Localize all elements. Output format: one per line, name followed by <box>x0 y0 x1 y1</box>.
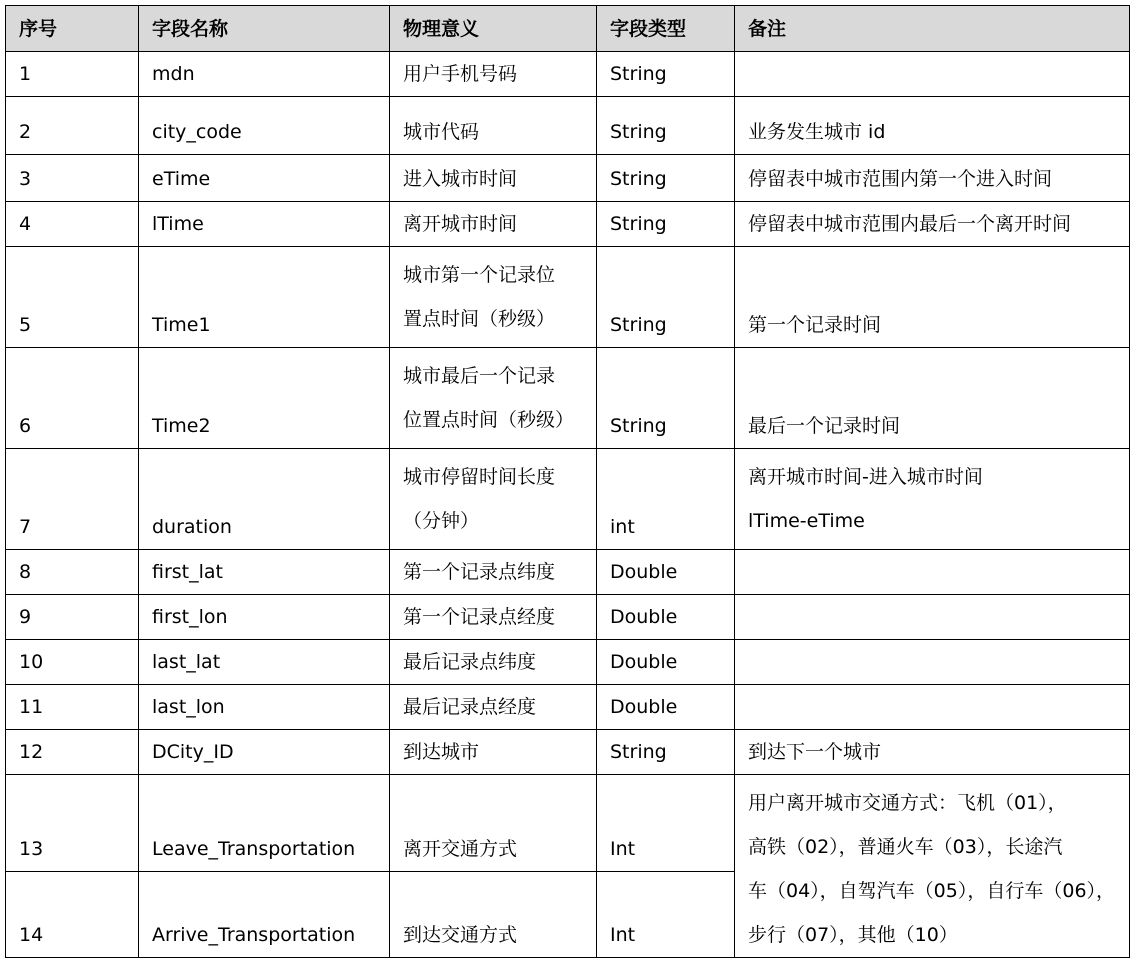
cell-type: String <box>597 730 735 775</box>
cell-meaning-line: 到达城市 <box>403 741 480 763</box>
cell-meaning-line: 最后记录点纬度 <box>403 651 537 673</box>
cell-meaning <box>390 155 597 202</box>
cell-meaning-line: （分钟） <box>403 510 480 532</box>
cell-meaning <box>390 97 597 155</box>
cell-note <box>735 449 1130 550</box>
cell-note <box>735 550 1130 595</box>
cell-meaning-line: 城市代码 <box>403 121 480 143</box>
cell-type: Double <box>597 550 735 595</box>
cell-meaning-line: 进入城市时间 <box>403 168 518 190</box>
cell-meaning-line: 第一个记录点经度 <box>403 606 556 628</box>
cell-field-name: last_lat <box>139 640 390 685</box>
cell-no: 11 <box>6 685 139 730</box>
cell-no: 14 <box>6 872 139 958</box>
cell-type: Double <box>597 640 735 685</box>
cell-type: String <box>597 348 735 449</box>
cell-note <box>735 640 1130 685</box>
header-field-name: 字段名称 <box>139 6 390 52</box>
cell-field-name: last_lon <box>139 685 390 730</box>
cell-note-line: 第一个记录时间 <box>748 314 882 336</box>
table-row <box>6 155 1130 202</box>
cell-meaning <box>390 550 597 595</box>
cell-field-name: lTime <box>139 202 390 247</box>
cell-field-name: Time2 <box>139 348 390 449</box>
cell-field-name: first_lon <box>139 595 390 640</box>
table-row <box>6 550 1130 595</box>
table-row <box>6 449 1130 550</box>
cell-meaning <box>390 595 597 640</box>
cell-no: 6 <box>6 348 139 449</box>
cell-field-name: Arrive_Transportation <box>139 872 390 958</box>
cell-no: 9 <box>6 595 139 640</box>
cell-note <box>735 730 1130 775</box>
cell-note <box>735 202 1130 247</box>
cell-meaning-line: 城市第一个记录位 <box>403 264 556 286</box>
cell-note-merged-line: 高铁（02），普通火车（03），长途汽 <box>748 836 1063 858</box>
table-row <box>6 775 1130 872</box>
cell-meaning-line: 位置点时间（秒级） <box>403 409 575 431</box>
cell-note-line: 离开城市时间-进入城市时间 <box>748 466 983 488</box>
header-note: 备注 <box>735 6 1130 52</box>
header-meaning: 物理意义 <box>390 6 597 52</box>
cell-type: int <box>597 449 735 550</box>
cell-meaning <box>390 52 597 97</box>
cell-meaning <box>390 247 597 348</box>
cell-no: 2 <box>6 97 139 155</box>
cell-no: 10 <box>6 640 139 685</box>
cell-type: Double <box>597 595 735 640</box>
cell-no: 3 <box>6 155 139 202</box>
header-type: 字段类型 <box>597 6 735 52</box>
table-row <box>6 52 1130 97</box>
cell-note <box>735 685 1130 730</box>
cell-no: 12 <box>6 730 139 775</box>
table-row <box>6 730 1130 775</box>
field-definition-table <box>5 5 1130 958</box>
cell-note <box>735 595 1130 640</box>
table-row <box>6 247 1130 348</box>
cell-field-name: first_lat <box>139 550 390 595</box>
cell-field-name: duration <box>139 449 390 550</box>
cell-no: 8 <box>6 550 139 595</box>
cell-note-line: 到达下一个城市 <box>748 741 882 763</box>
cell-note-line: lTime-eTime <box>748 510 865 532</box>
table-row <box>6 685 1130 730</box>
table-row <box>6 348 1130 449</box>
cell-field-name: eTime <box>139 155 390 202</box>
header-no: 序号 <box>6 6 139 52</box>
cell-note <box>735 247 1130 348</box>
cell-note-line: 业务发生城市 id <box>748 121 886 143</box>
cell-type: String <box>597 155 735 202</box>
cell-field-name: Time1 <box>139 247 390 348</box>
cell-no: 5 <box>6 247 139 348</box>
cell-meaning-line: 第一个记录点纬度 <box>403 561 556 583</box>
cell-note <box>735 348 1130 449</box>
cell-note-merged-line: 用户离开城市交通方式：飞机（01）， <box>748 792 1067 814</box>
table-row <box>6 640 1130 685</box>
cell-meaning <box>390 348 597 449</box>
cell-no: 13 <box>6 775 139 872</box>
cell-meaning <box>390 640 597 685</box>
cell-meaning <box>390 685 597 730</box>
cell-note-merged <box>735 775 1130 958</box>
cell-note-line: 停留表中城市范围内第一个进入时间 <box>748 168 1053 190</box>
cell-meaning-line: 离开交通方式 <box>403 838 518 861</box>
cell-type: String <box>597 247 735 348</box>
cell-meaning-line: 到达交通方式 <box>403 924 518 946</box>
cell-meaning <box>390 449 597 550</box>
cell-type: String <box>597 97 735 155</box>
cell-note <box>735 52 1130 97</box>
cell-meaning-line: 城市最后一个记录 <box>403 365 556 387</box>
cell-field-name: DCity_ID <box>139 730 390 775</box>
cell-meaning-line: 用户手机号码 <box>403 63 518 85</box>
header-row <box>6 6 1130 52</box>
table-row <box>6 202 1130 247</box>
cell-type: Double <box>597 685 735 730</box>
cell-note-line: 最后一个记录时间 <box>748 415 901 437</box>
cell-type: String <box>597 202 735 247</box>
cell-field-name: mdn <box>139 52 390 97</box>
cell-meaning <box>390 730 597 775</box>
cell-meaning-line: 置点时间（秒级） <box>403 308 556 330</box>
cell-note <box>735 97 1130 155</box>
cell-field-name: city_code <box>139 97 390 155</box>
cell-meaning <box>390 872 597 958</box>
table-row <box>6 97 1130 155</box>
cell-field-name: Leave_Transportation <box>139 775 390 872</box>
cell-no: 4 <box>6 202 139 247</box>
cell-meaning <box>390 775 597 872</box>
cell-type: Int <box>597 872 735 958</box>
cell-meaning-line: 最后记录点经度 <box>403 696 537 718</box>
cell-note <box>735 155 1130 202</box>
cell-note-merged-line: 车（04），自驾汽车（05），自行车（06）， <box>748 880 1116 902</box>
cell-no: 1 <box>6 52 139 97</box>
cell-note-line: 停留表中城市范围内最后一个离开时间 <box>748 213 1072 235</box>
table-row <box>6 595 1130 640</box>
cell-type: Int <box>597 775 735 872</box>
cell-meaning-line: 城市停留时间长度 <box>403 466 556 488</box>
cell-meaning <box>390 202 597 247</box>
cell-no: 7 <box>6 449 139 550</box>
cell-meaning-line: 离开城市时间 <box>403 213 518 235</box>
cell-note-merged-line: 步行（07），其他（10） <box>748 924 958 946</box>
cell-type: String <box>597 52 735 97</box>
